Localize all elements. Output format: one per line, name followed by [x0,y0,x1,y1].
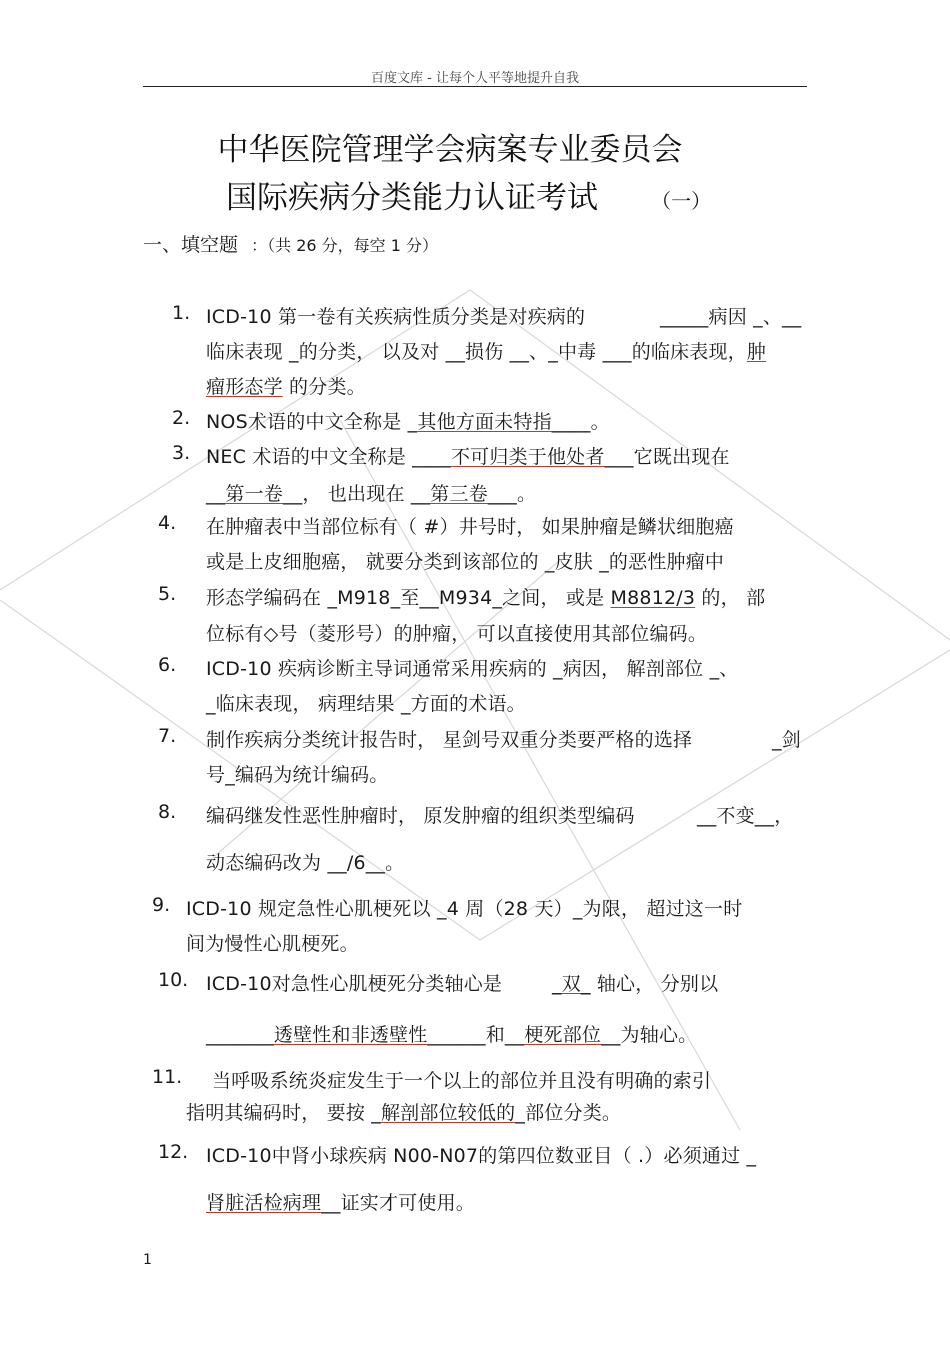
q3-answer-volume-1: 第一卷 [225,483,284,505]
q3-blank: __ [206,483,226,505]
q5-line-2: 位标有◇号（菱形号）的肿瘤， 可以直接使用其部位编码。 [206,623,708,645]
q12-number: 12. [158,1141,189,1163]
q10-answer-dual: _双_ [552,973,591,995]
q3-text: NEC 术语的中文全称是 ____ [206,446,451,468]
q3-answer-volume-3: 第三卷 [430,483,488,505]
q9-line-2: 间为慢性心肌梗死。 [186,933,359,955]
q5-line-1 [206,583,765,610]
q1-line-1 [206,302,585,329]
q7-line-1-answer: _剑 [772,729,801,751]
q10-mid: ______和__ [427,1024,525,1046]
q1-line-1-answer: _____病因 _、__ [660,306,802,328]
q10-answer-transmural: 透壁性和非透壁性 [273,1024,428,1046]
q1-answer-tumor: 肿 [746,341,767,363]
q2-number: 2. [172,407,191,429]
title-line-2-text: 国际疾病分类能力认证考试 [226,180,598,216]
q1-line-1-text: ICD-10 第一卷有关疾病性质分类是对疾病的 [206,306,586,328]
q10-end: __为轴心。 [601,1024,698,1046]
q10-number: 10. [158,969,189,991]
q2-tail: ____。 [551,411,610,433]
q8-line-2: 动态编码改为 __/6__。 [206,852,405,874]
q12-line-2 [206,1188,475,1215]
q1-answer-morphology: 瘤形态学 [206,376,283,398]
q4-number: 4. [158,512,177,534]
q8-number: 8. [158,801,177,823]
q7-line-1: 制作疾病分类统计报告时， 星剑号双重分类要严格的选择 [206,729,693,751]
q6-line-1: ICD-10 疾病诊断主导词通常采用疾病的 _病因， 解剖部位 _、 [206,658,739,680]
q5-text: 形态学编码在 _M918_至__M934_之间， 或是 [206,587,611,609]
q9-number: 9. [152,894,171,916]
q6-number: 6. [158,654,177,676]
q11-line-2 [186,1098,621,1125]
q3-answer: 不可归类于他处者 [450,446,605,468]
q8-line-1-answer: __不变__， [697,805,794,827]
q3-line-2 [206,479,536,506]
q8-line-1: 编码继发性恶性肿瘤时， 原发肿瘤的组织类型编码 [206,805,635,827]
q10-line-2 [206,1020,697,1047]
q4-line-2: 或是上皮细胞癌， 就要分类到该部位的 _皮肤 _的恶性肿瘤中 [206,551,725,573]
q1-line-3-text: 的分类。 [282,376,366,398]
q1-line-2-text: 临床表现 _的分类， 以及对 __损伤 __、_中毒 ___的临床表现， [206,341,747,363]
header-rule [143,86,807,87]
q11-answer: 解剖部位较低的 [380,1102,516,1124]
q1-line-2 [206,337,766,364]
q10-blank: _______ [206,1024,274,1046]
q11-line-1: 当呼吸系统炎症发生于一个以上的部位并且没有明确的索引 [212,1070,712,1092]
page-number: 1 [143,1252,152,1268]
q10-line-1-text: ICD-10对急性心肌梗死分类轴心是 [206,973,503,995]
q12-line-1: ICD-10中肾小球疾病 N00-N07的第四位数亚目（ .）必须通过 _ [206,1145,757,1167]
watermark-line [0,290,470,590]
q4-line-1: 在肿瘤表中当部位标有（ #）井号时， 如果肿瘤是鳞状细胞癌 [206,516,734,538]
q3-line-1 [206,442,730,469]
page-header: 百度文库 - 让每个人平等地提升自我 [371,71,579,86]
q7-line-2: 号_编码为统计编码。 [206,764,389,786]
section-note: ：（共 26 分，每空 1 分） [251,236,438,255]
q10-line-1-answer-wrap [552,969,718,996]
section-heading [143,230,438,257]
q10-tail: 轴心， 分别以 [590,973,719,995]
q5-tail: 的， 部 [695,587,766,609]
title-line-2 [226,172,711,217]
section-label: 一、填空题 [143,234,239,256]
q5-number: 5. [158,583,177,605]
q7-number: 7. [158,725,177,747]
q9-line-1: ICD-10 规定急性心肌梗死以 _4 周（28 天）_为限， 超过这一时 [186,898,743,920]
q5-answer: M8812/3 [610,587,696,609]
q3-end: ___。 [487,483,537,505]
q11-text: 指明其编码时， 要按 _ [186,1102,381,1124]
q3-mid: __， 也出现在 __ [283,483,431,505]
q2-line [206,407,610,434]
title-line-1: 中华医院管理学会病案专业委员会 [217,132,683,168]
q2-answer: 其他方面未特指 [417,411,552,433]
q3-number: 3. [172,442,191,464]
title-line-2-suffix: （一） [651,189,712,213]
q10-answer-site: 梗死部位 [524,1024,602,1046]
q11-number: 11. [152,1066,183,1088]
q1-line-3 [206,372,366,399]
q12-answer: 肾脏活检病理 [206,1192,322,1214]
q11-tail: _部位分类。 [515,1102,622,1124]
q1-number: 1. [172,302,191,324]
q3-tail: ___它既出现在 [604,446,730,468]
q2-text: NOS术语的中文全称是 _ [206,411,418,433]
q12-tail: __证实才可使用。 [321,1192,476,1214]
q6-line-2: _临床表现， 病理结果 _方面的术语。 [206,693,526,715]
